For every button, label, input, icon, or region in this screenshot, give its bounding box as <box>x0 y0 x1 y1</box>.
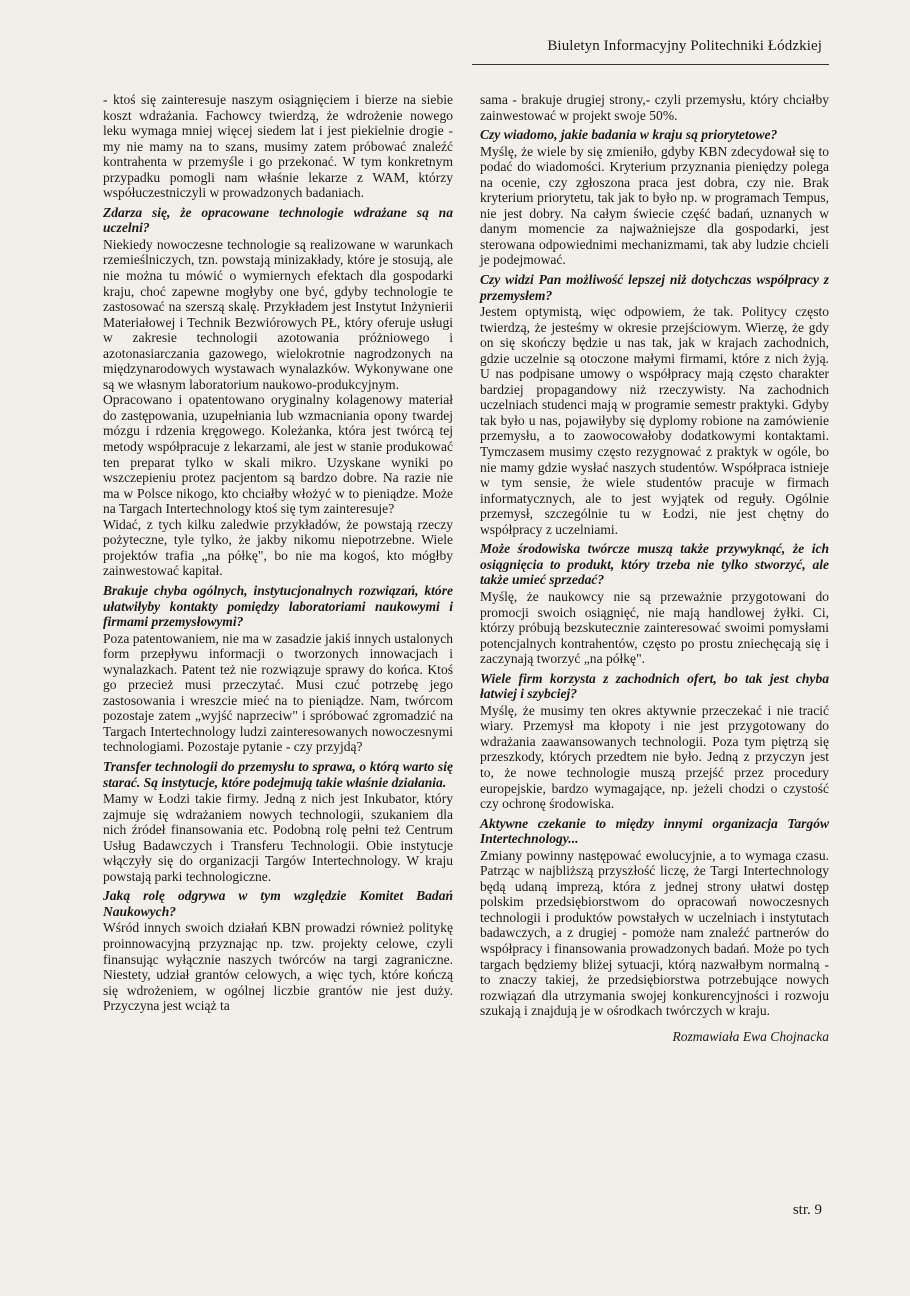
interview-question: Jaką rolę odgrywa w tym względzie Komitet Badań Naukowych? <box>103 888 453 919</box>
answer-paragraph: Zmiany powinny następować ewolucyjnie, a to wymaga czasu. Patrząc w najbliższą przyszłość liczę, że Targi Intertechnology będą udaną imprezą, która z jednej strony ułatwi dostęp polskim przedsiębiorstwom do opracowań nowoczesnych technologii i produktów powstałych w uczelniach i instytutach badawczych, a z drugiej - pomoże nam znaleźć partnerów do współpracy i finansowania prowadzonych badań. Może po tych targach będziemy bliżej sytuacji, którą nazwałbym normalną - to znaczy takiej, że przedsiębiorstwa potrzebujące nowych rozwiązań dla utrzymania swojej konkurencyjności i rozwoju szukają i znajdują je w ośrodkach twórczych w kraju. <box>480 847 829 1019</box>
interview-question: Może środowiska twórcze muszą także przywyknąć, że ich osiągnięcia to produkt, który trzeba nie tylko stworzyć, ale także umieć sprzedać? <box>480 541 829 588</box>
answer-paragraph: Wśród innych swoich działań KBN prowadzi również politykę proinnowacyjną przyznając np. tzw. projekty celowe, czyli finansując wyłącznie naszych twórców na targi zagraniczne. Niestety, udział grantów celowych, a więc tych, które kończą się wdrożeniem, w ogólnej liczbie grantów nie jest duży. Przyczyna jest wciąż ta <box>103 920 453 1014</box>
answer-paragraph: Niekiedy nowoczesne technologie są realizowane w warunkach rzemieślniczych, tzn. powstają minizakłady, które je stosują, ale nie można tu mówić o wymiernych efektach dla gospodarki kraju, choć zapewne mogłyby one być, gdyby technologie te zastosować na szerszą skalę. Przykładem jest Instytut Inżynierii Materiałowej i Technik Bezwiórowych PŁ, który oferuje usługi w zakresie technologii azotowania próżniowego i azotonasiarczania gazowego, wielokrotnie nagrodzonych na międzynarodowych wystawach wynalazków. Wykonywane one są we własnym laboratorium naukowo-produkcyjnym. <box>103 236 453 392</box>
answer-paragraph: Myślę, że naukowcy nie są przeważnie przygotowani do promocji swoich osiągnięć, nie mają handlowej żyłki. Ci, którzy próbują bezskutecznie zainteresować swoimi pomysłami potencjalnych kontrahentów, często po prostu zniechęcają się i zaczynają tworzyć „na półkę". <box>480 588 829 667</box>
right-column <box>480 92 829 1044</box>
interview-question: Aktywne czekanie to między innymi organizacja Targów Intertechnology... <box>480 815 829 847</box>
interview-question: Zdarza się, że opracowane technologie wdrażane są na uczelni? <box>103 204 453 236</box>
answer-paragraph: Poza patentowaniem, nie ma w zasadzie jakiś innych ustalonych form przepływu informacji o tworzonych innowacjach i wynalazkach. Patent też nie rozwiązuje sprawy do końca. Ktoś go przecież musi przeczytać. Musi czuć potrzebę jego zastosowania i wreszcie mieć na to pieniądze. Nam, twórcom pozostaje zatem „wyjść naprzeciw" i spróbować zgromadzić na Targach Intertechnology ludzi zainteresowanych nowoczesnymi technologiami. Pozostaje pytanie - czy przyjdą? <box>103 630 453 755</box>
page-number: str. 9 <box>792 1202 822 1218</box>
journal-title: Biuletyn Informacyjny Politechniki Łódzkiej <box>547 38 822 54</box>
answer-paragraph: - ktoś się zainteresuje naszym osiągnięciem i bierze na siebie koszt wdrażania. Fachowcy twierdzą, że wdrożenie nowego leku wymaga mniej więcej siedem lat i jest piekielnie drogie - my nie mamy na to szans, musimy zatem próbować znaleźć kontrahenta w przemyśle i go przekonać. W tym konkretnym przypadku pomogli nam właśnie lekarze z WAM, którzy współuczestniczyli w prowadzonych badaniach. <box>103 92 453 201</box>
interview-question: Brakuje chyba ogólnych, instytucjonalnych rozwiązań, które ułatwiłyby kontakty pomiędzy laboratoriami naukowymi i firmami przemysłowymi? <box>103 582 453 630</box>
answer-paragraph: sama - brakuje drugiej strony,- czyli przemysłu, który chciałby zainwestować w projekt swoje 50%. <box>480 92 829 123</box>
interview-question: Wiele firm korzysta z zachodnich ofert, bo tak jest chyba łatwiej i szybciej? <box>480 670 829 702</box>
answer-paragraph: Widać, z tych kilku zaledwie przykładów, że powstają rzeczy pożyteczne, tyle tylko, że jakby nikomu niepotrzebne. Wiele projektów trafia „na półkę", bo nie ma kogoś, kto mógłby zainwestować kapitał. <box>103 516 453 579</box>
left-column <box>103 92 453 1014</box>
answer-paragraph: Opracowano i opatentowano oryginalny kolagenowy materiał do zastępowania, uzupełniania lub wzmacniania opony twardej mózgu i rdzenia kręgowego. Koleżanka, która jest twórcą tej metody współpracuje z lekarzami, ale jest w stanie produkować ten preparat tylko w skali mikro. Uzyskane wyniki po wszczepieniu protez pacjentom są bardzo dobre. Na razie nie ma w Polsce nikogo, kto chciałby włożyć w to pieniądze. Może na Targach Intertechnology ktoś się tym zainteresuje? <box>103 392 453 517</box>
answer-paragraph: Myślę, że wiele by się zmieniło, gdyby KBN zdecydował się to podać do wiadomości. Kryterium przyznania pieniędzy polega na ocenie, czy zgłoszona praca jest dobra, czy nie. Brak kryterium priorytetu, tak jak to było np. w programach Tempus, nie jest dobry. Na całym świecie część badań, uznanych w danym momencie za najważniejsze dla gospodarki, jest sterowana odpowiednimi mechanizmami, tak aby ludzie chcieli je podejmować. <box>480 143 829 268</box>
interview-question: Czy widzi Pan możliwość lepszej niż dotychczas współpracy z przemysłem? <box>480 272 829 303</box>
header-rule <box>472 64 829 65</box>
answer-paragraph: Mamy w Łodzi takie firmy. Jedną z nich jest Inkubator, który zajmuje się wdrażaniem nowych technologii, szukaniem dla nich źródeł finansowania etc. Podobną rolę pełni też Centrum Usług Badawczych i Transferu Technologii. Obie instytucje włączyły się do organizacji Targów Intertechnology. W kraju powstają parki technologiczne. <box>103 791 453 884</box>
author-signature: Rozmawiała Ewa Chojnacka <box>672 1028 829 1044</box>
answer-paragraph: Jestem optymistą, więc odpowiem, że tak. Politycy często twierdzą, że jesteśmy w okresie przejściowym. Wierzę, że gdy on się skończy będzie u nas tak, jak w krajach zachodnich, gdzie uczelnie są otoczone małymi firmami, które z nich żyją. U nas podpisane umowy o współpracy mają często charakter bardziej propagandowy niż rzeczywisty. Na zachodnich uczelniach studenci mają w programie semestr praktyki. Gdyby tak było u nas, pojawiłyby się dyplomy robione na zamówienie przemysłu, a to zaowocowałoby dodatkowymi kontaktami. Tymczasem musimy często rezygnować z praktyk w ogóle, bo nie mamy gdzie wysłać naszych studentów. Współpraca istnieje w tym sensie, że wiele studentów pracuje w firmach informatycznych, ale to jest wyjątek od reguły. Ogólnie przemysł, szczególnie tu w Łodzi, nie jest chętny do współpracy z uczelniami. <box>480 304 829 537</box>
answer-paragraph: Myślę, że musimy ten okres aktywnie przeczekać i nie tracić wiary. Przemysł ma kłopoty i nie jest przygotowany do wdrażania zaawansowanych technologii. Poza tym piętrzą się przeszkody, których przedtem nie było. Jedną z przyczyn jest to, że nowe technologie muszą przejść przez procedury europejskie, bardzo wymagające, np. jeżeli chodzi o czystość czy ochronę środowiska. <box>480 702 829 812</box>
interview-question: Czy wiadomo, jakie badania w kraju są priorytetowe? <box>480 127 778 143</box>
interview-question: Transfer technologii do przemysłu to sprawa, o którą warto się starać. Są instytucje, które podejmują takie właśnie działania. <box>103 758 453 790</box>
